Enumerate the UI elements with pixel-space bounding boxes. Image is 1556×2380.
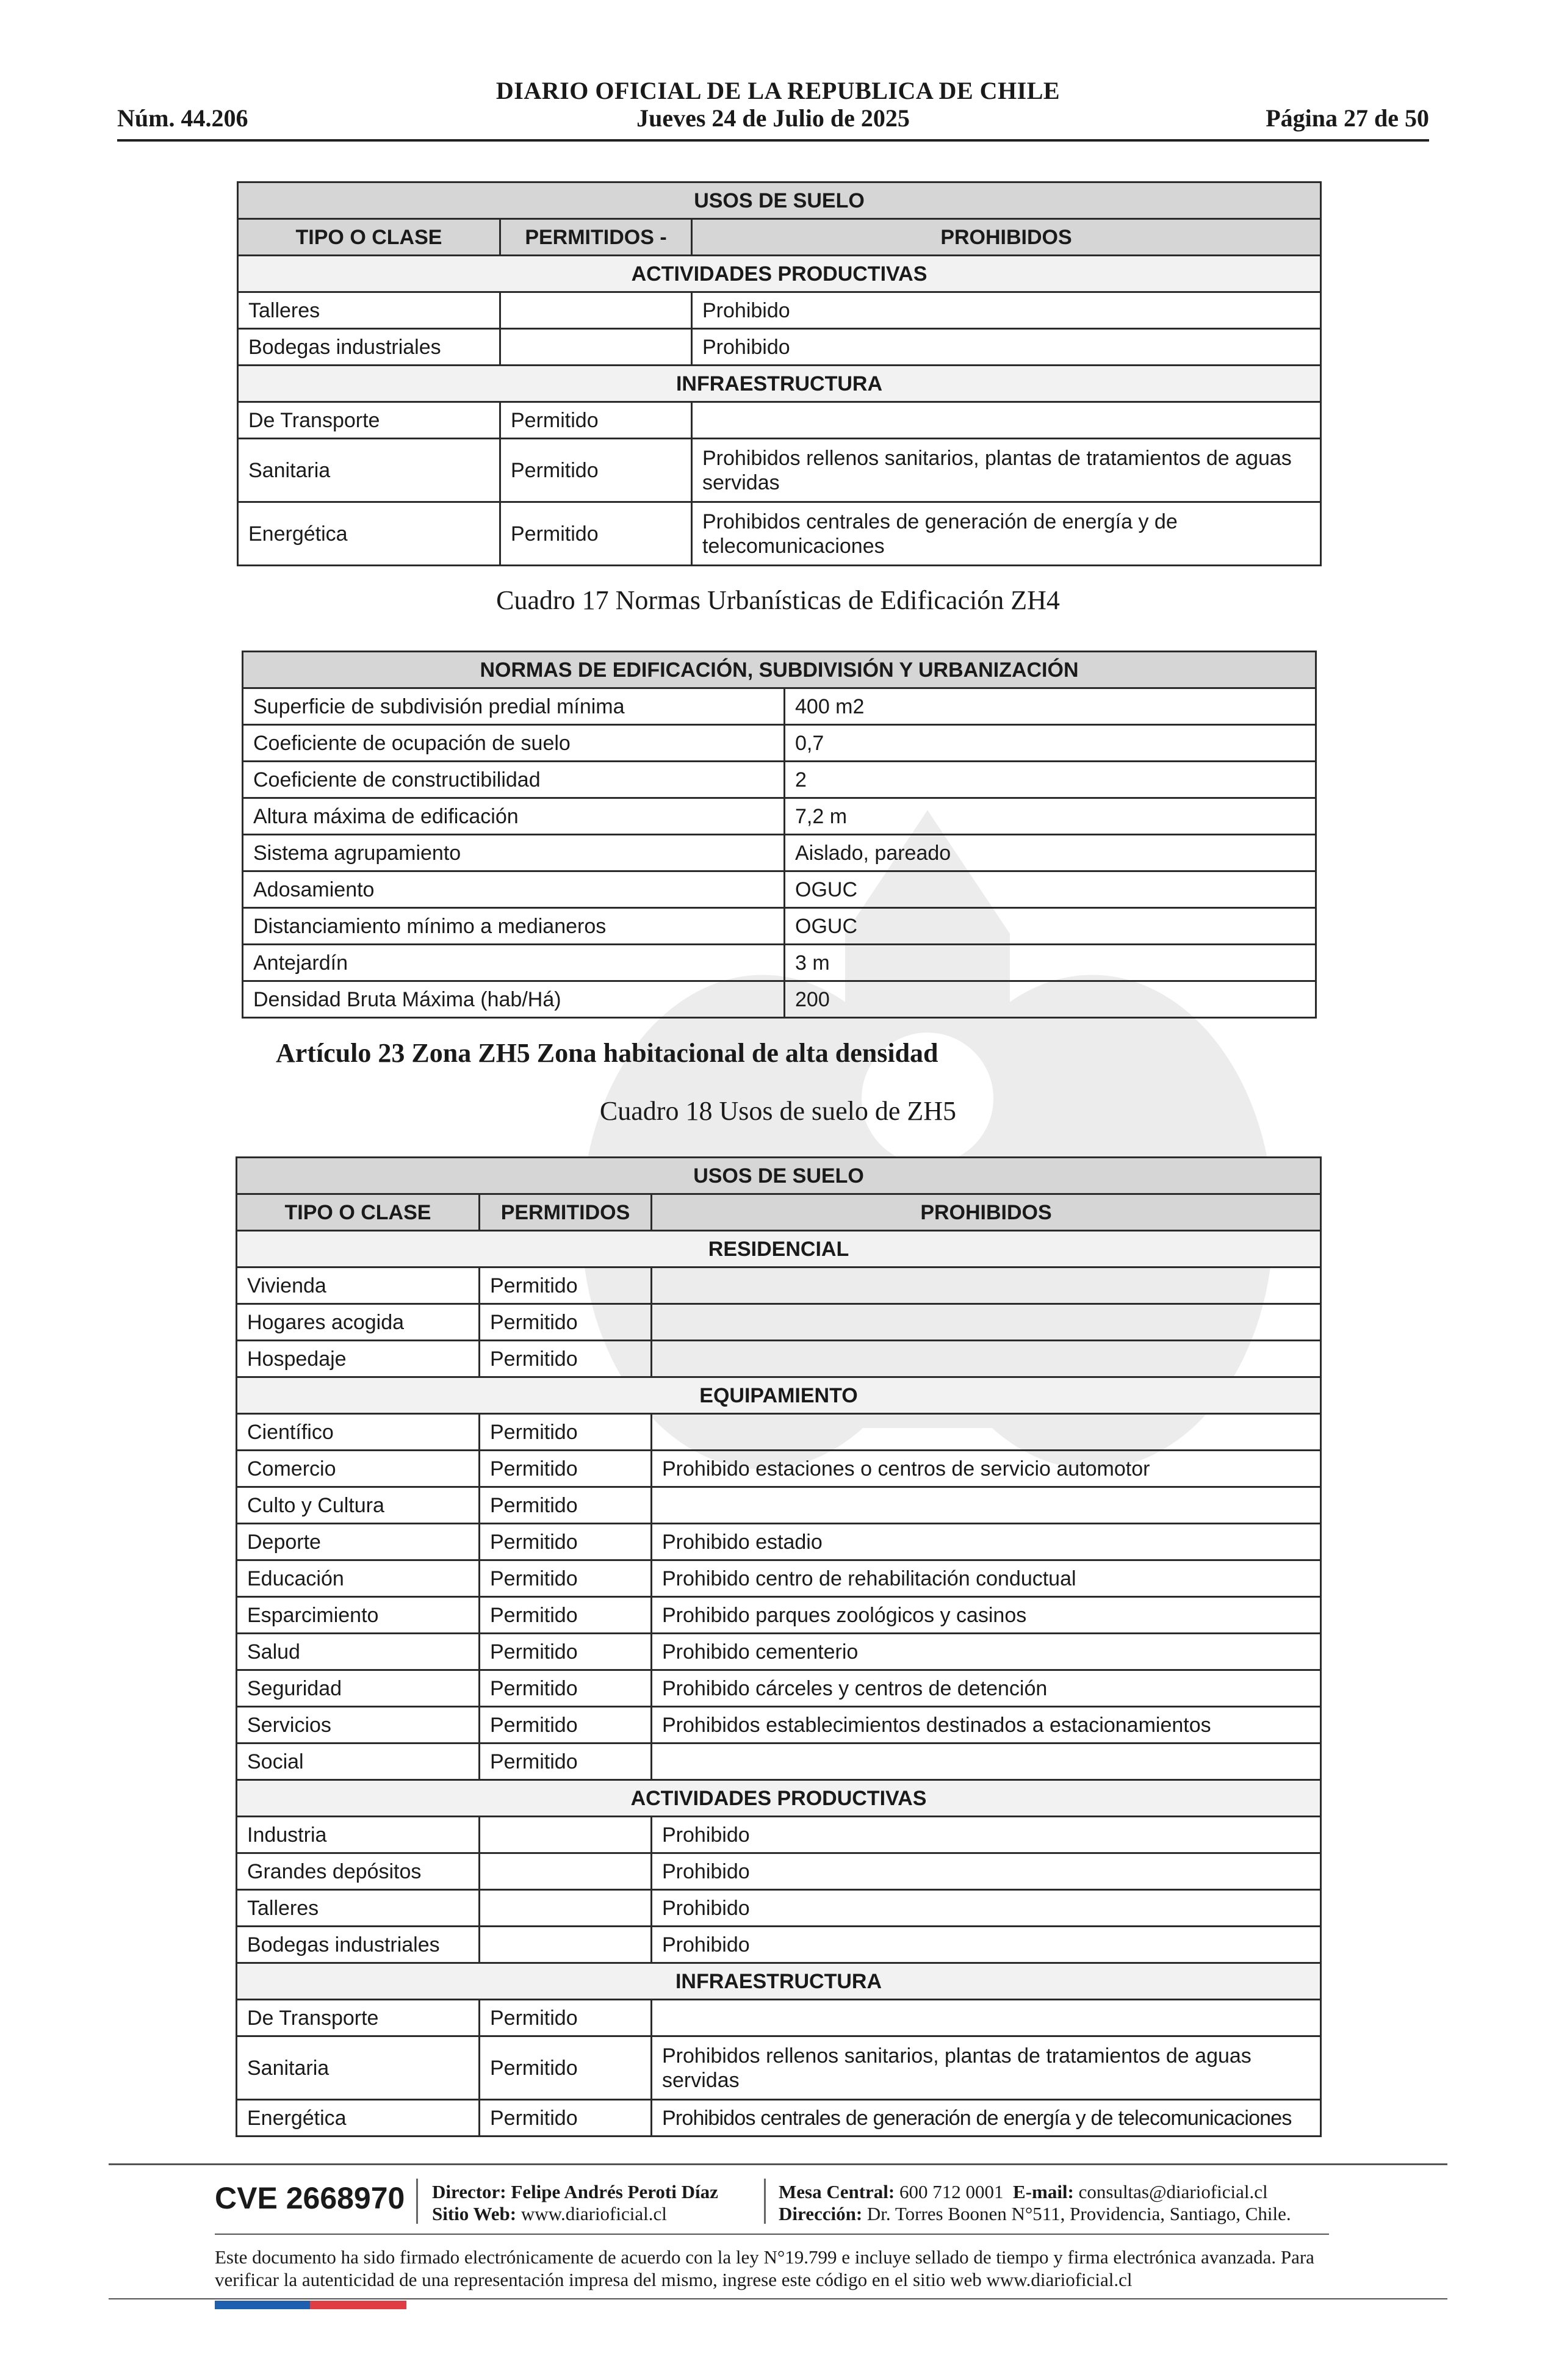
- cell-value: 3 m: [785, 945, 1316, 981]
- section-header: INFRAESTRUCTURA: [237, 1963, 1321, 2000]
- cve-code: CVE 2668970: [215, 2181, 405, 2215]
- table-row: [237, 1670, 1321, 1707]
- cell-value: OGUC: [785, 908, 1316, 945]
- table-title: USOS DE SUELO: [238, 182, 1321, 219]
- cell-tipo: Hospedaje: [237, 1341, 480, 1377]
- cell-permitidos: [480, 1817, 652, 1853]
- cell-permitidos: Permitido: [480, 1414, 652, 1451]
- cell-value: 2: [785, 762, 1316, 798]
- cell-prohibidos: Prohibidos establecimientos destinados a estacionamientos: [652, 1707, 1321, 1744]
- section-header: ACTIVIDADES PRODUCTIVAS: [237, 1780, 1321, 1817]
- cell-prohibidos: Prohibidos centrales de generación de energía y de telecomunicaciones: [652, 2100, 1321, 2137]
- cell-prohibidos: [652, 2000, 1321, 2036]
- cell-prohibidos: Prohibido: [692, 329, 1321, 366]
- table-row: [238, 502, 1321, 566]
- table-row: [238, 292, 1321, 329]
- table-row: [237, 1268, 1321, 1304]
- flag-stripe-blue: [215, 2301, 310, 2309]
- cell-permitidos: Permitido: [480, 1304, 652, 1341]
- cell-tipo: Culto y Cultura: [237, 1487, 480, 1524]
- gazette-title: DIARIO OFICIAL DE LA REPUBLICA DE CHILE: [495, 77, 1061, 104]
- table-row: [237, 1890, 1321, 1927]
- cell-label: Distanciamiento mínimo a medianeros: [243, 908, 785, 945]
- cell-tipo: De Transporte: [238, 402, 500, 439]
- table-row: [237, 1341, 1321, 1377]
- cell-permitidos: Permitido: [480, 1268, 652, 1304]
- footer-separator: [764, 2179, 766, 2224]
- table-row: [237, 2036, 1321, 2100]
- cell-value: 200: [785, 981, 1316, 1018]
- cell-permitidos: [500, 292, 692, 329]
- cell-tipo: De Transporte: [237, 2000, 480, 2036]
- article-heading: Artículo 23 Zona ZH5 Zona habitacional de alta densidad: [276, 1038, 938, 1068]
- cell-value: 400 m2: [785, 688, 1316, 725]
- cell-prohibidos: [652, 1304, 1321, 1341]
- cell-tipo: Energética: [237, 2100, 480, 2137]
- cell-tipo: Bodegas industriales: [238, 329, 500, 366]
- cell-prohibidos: [692, 402, 1321, 439]
- cell-prohibidos: Prohibido cementerio: [652, 1634, 1321, 1670]
- table-row: [238, 439, 1321, 502]
- table-row: [243, 762, 1316, 798]
- cell-prohibidos: [652, 1341, 1321, 1377]
- cell-prohibidos: Prohibido: [652, 1817, 1321, 1853]
- cell-prohibidos: Prohibido cárceles y centros de detención: [652, 1670, 1321, 1707]
- caption-cuadro-17: Cuadro 17 Normas Urbanísticas de Edificación ZH4: [496, 585, 1060, 615]
- mesa-label: Mesa Central:: [779, 2181, 895, 2202]
- table-row: [237, 1927, 1321, 1963]
- address-label: Dirección:: [779, 2203, 863, 2224]
- cell-permitidos: Permitido: [480, 2036, 652, 2100]
- cell-tipo: Seguridad: [237, 1670, 480, 1707]
- cell-permitidos: Permitido: [480, 1597, 652, 1634]
- website-label: Sitio Web:: [432, 2203, 517, 2224]
- cell-permitidos: [480, 1853, 652, 1890]
- cell-tipo: Sanitaria: [237, 2036, 480, 2100]
- issue-number: Núm. 44.206: [117, 104, 248, 132]
- cell-tipo: Deporte: [237, 1524, 480, 1560]
- cell-permitidos: Permitido: [480, 1451, 652, 1487]
- cell-permitidos: [500, 329, 692, 366]
- cell-permitidos: Permitido: [480, 1634, 652, 1670]
- cell-tipo: Esparcimiento: [237, 1597, 480, 1634]
- cell-tipo: Comercio: [237, 1451, 480, 1487]
- cell-prohibidos: Prohibido: [692, 292, 1321, 329]
- flag-stripe-red: [310, 2301, 406, 2309]
- cell-prohibidos: Prohibido estadio: [652, 1524, 1321, 1560]
- cell-tipo: Grandes depósitos: [237, 1853, 480, 1890]
- cell-prohibidos: Prohibido parques zoológicos y casinos: [652, 1597, 1321, 1634]
- table-row: [243, 871, 1316, 908]
- email-link[interactable]: consultas@diarioficial.cl: [1078, 2181, 1268, 2202]
- cell-permitidos: Permitido: [480, 2100, 652, 2137]
- footer-contact-block: [779, 2181, 1291, 2225]
- cell-prohibidos: Prohibidos rellenos sanitarios, plantas de tratamientos de aguas servidas: [652, 2036, 1321, 2100]
- cell-permitidos: Permitido: [480, 1707, 652, 1744]
- cell-permitidos: Permitido: [500, 402, 692, 439]
- cell-permitidos: [480, 1890, 652, 1927]
- cell-tipo: Vivienda: [237, 1268, 480, 1304]
- table-row: [237, 1597, 1321, 1634]
- address-value: Dr. Torres Boonen N°511, Providencia, Santiago, Chile.: [866, 2203, 1291, 2224]
- cell-permitidos: Permitido: [480, 1744, 652, 1780]
- table-row: [237, 1414, 1321, 1451]
- land-use-table-zh4: [237, 181, 1322, 566]
- cell-label: Coeficiente de constructibilidad: [243, 762, 785, 798]
- cell-label: Antejardín: [243, 945, 785, 981]
- cell-value: Aislado, pareado: [785, 835, 1316, 871]
- cell-label: Coeficiente de ocupación de suelo: [243, 725, 785, 762]
- cell-prohibidos: Prohibidos rellenos sanitarios, plantas de tratamientos de aguas servidas: [692, 439, 1321, 502]
- footer-divider-bottom: [109, 2298, 1447, 2299]
- land-use-table-zh5: [236, 1156, 1322, 2137]
- cell-label: Densidad Bruta Máxima (hab/Há): [243, 981, 785, 1018]
- column-header-prohibidos: PROHIBIDOS: [652, 1194, 1321, 1231]
- cell-prohibidos: [652, 1268, 1321, 1304]
- cell-permitidos: Permitido: [480, 1670, 652, 1707]
- section-header: ACTIVIDADES PRODUCTIVAS: [238, 256, 1321, 292]
- caption-cuadro-18: Cuadro 18 Usos de suelo de ZH5: [599, 1096, 957, 1126]
- column-header-permitidos: PERMITIDOS: [480, 1194, 652, 1231]
- cell-tipo: Talleres: [238, 292, 500, 329]
- table-row: [237, 1487, 1321, 1524]
- cell-prohibidos: Prohibidos centrales de generación de energía y de telecomunicaciones: [692, 502, 1321, 566]
- cell-prohibidos: [652, 1487, 1321, 1524]
- table-row: [237, 1634, 1321, 1670]
- page-number: Página 27 de 50: [1266, 104, 1429, 132]
- cell-label: Adosamiento: [243, 871, 785, 908]
- table-row: [243, 835, 1316, 871]
- director-name: Felipe Andrés Peroti Díaz: [511, 2181, 718, 2202]
- cell-label: Superficie de subdivisión predial mínima: [243, 688, 785, 725]
- table-row: [237, 1707, 1321, 1744]
- cell-value: 0,7: [785, 725, 1316, 762]
- cell-tipo: Servicios: [237, 1707, 480, 1744]
- cell-permitidos: Permitido: [480, 1487, 652, 1524]
- footer-director-block: [432, 2181, 718, 2225]
- cell-tipo: Energética: [238, 502, 500, 566]
- cell-tipo: Industria: [237, 1817, 480, 1853]
- cell-tipo: Educación: [237, 1560, 480, 1597]
- table-row: [237, 2000, 1321, 2036]
- cell-permitidos: Permitido: [480, 1341, 652, 1377]
- cell-prohibidos: Prohibido: [652, 1890, 1321, 1927]
- legal-notice: Este documento ha sido firmado electrónicamente de acuerdo con la ley N°19.799 e incluye sellado de tiempo y firma electrónica avanzada. Para verificar la autenticidad de una representación impresa del mismo, ingrese este código en el sitio web www.diarioficial.cl: [215, 2246, 1314, 2290]
- column-header-tipo: TIPO O CLASE: [238, 219, 500, 256]
- cell-permitidos: Permitido: [500, 439, 692, 502]
- table-row: [243, 981, 1316, 1018]
- mesa-phone: 600 712 0001: [899, 2181, 1004, 2202]
- table-row: [237, 1744, 1321, 1780]
- director-label: Director:: [432, 2181, 506, 2202]
- email-label: E-mail:: [1013, 2181, 1074, 2202]
- table-row: [237, 1304, 1321, 1341]
- footer-separator: [416, 2179, 418, 2224]
- cell-permitidos: [480, 1927, 652, 1963]
- cell-tipo: Científico: [237, 1414, 480, 1451]
- cell-label: Altura máxima de edificación: [243, 798, 785, 835]
- table-title: NORMAS DE EDIFICACIÓN, SUBDIVISIÓN Y URBANIZACIÓN: [243, 652, 1316, 688]
- table-row: [238, 402, 1321, 439]
- cell-permitidos: Permitido: [480, 2000, 652, 2036]
- table-row: [237, 1451, 1321, 1487]
- cell-prohibidos: Prohibido estaciones o centros de servicio automotor: [652, 1451, 1321, 1487]
- table-row: [237, 1524, 1321, 1560]
- cell-prohibidos: Prohibido centro de rehabilitación conductual: [652, 1560, 1321, 1597]
- footer-divider-top: [109, 2163, 1447, 2165]
- column-header-permitidos: PERMITIDOS -: [500, 219, 692, 256]
- cell-prohibidos: Prohibido: [652, 1927, 1321, 1963]
- cell-tipo: Talleres: [237, 1890, 480, 1927]
- cell-prohibidos: [652, 1744, 1321, 1780]
- section-header: EQUIPAMIENTO: [237, 1377, 1321, 1414]
- cell-tipo: Bodegas industriales: [237, 1927, 480, 1963]
- table-row: [238, 329, 1321, 366]
- cell-value: OGUC: [785, 871, 1316, 908]
- cell-label: Sistema agrupamiento: [243, 835, 785, 871]
- table-row: [243, 908, 1316, 945]
- cell-prohibidos: Prohibido: [652, 1853, 1321, 1890]
- table-row: [237, 1817, 1321, 1853]
- cell-value: 7,2 m: [785, 798, 1316, 835]
- cell-prohibidos: [652, 1414, 1321, 1451]
- column-header-prohibidos: PROHIBIDOS: [692, 219, 1321, 256]
- table-row: [243, 798, 1316, 835]
- column-header-tipo: TIPO O CLASE: [237, 1194, 480, 1231]
- table-title: USOS DE SUELO: [237, 1158, 1321, 1194]
- cell-tipo: Salud: [237, 1634, 480, 1670]
- footer-divider-middle: [215, 2234, 1329, 2235]
- cell-tipo: Sanitaria: [238, 439, 500, 502]
- table-row: [237, 1853, 1321, 1890]
- header-row: [117, 104, 1429, 135]
- table-row: [243, 945, 1316, 981]
- cell-tipo: Social: [237, 1744, 480, 1780]
- building-norms-table: [242, 651, 1317, 1019]
- website-link[interactable]: www.diarioficial.cl: [520, 2203, 667, 2224]
- cell-permitidos: Permitido: [480, 1524, 652, 1560]
- issue-date: Jueves 24 de Julio de 2025: [636, 104, 910, 132]
- table-row: [243, 688, 1316, 725]
- section-header: INFRAESTRUCTURA: [238, 366, 1321, 402]
- table-row: [237, 1560, 1321, 1597]
- section-header: RESIDENCIAL: [237, 1231, 1321, 1268]
- cell-permitidos: Permitido: [500, 502, 692, 566]
- cell-tipo: Hogares acogida: [237, 1304, 480, 1341]
- table-row: [243, 725, 1316, 762]
- table-row: [237, 2100, 1321, 2137]
- header-divider: [117, 139, 1429, 142]
- cell-permitidos: Permitido: [480, 1560, 652, 1597]
